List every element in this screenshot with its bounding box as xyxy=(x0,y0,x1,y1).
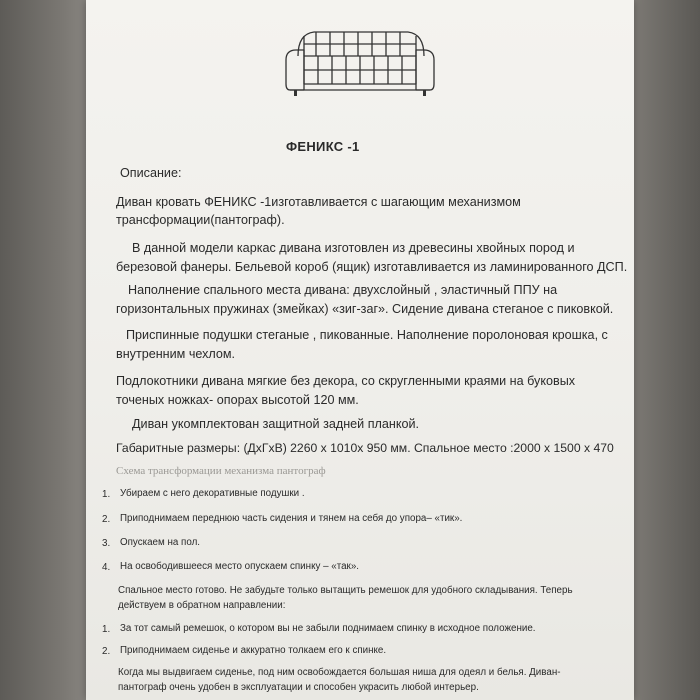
reverse-step-text: За тот самый ремешок, о котором вы не забыли поднимаем спинку в исходное положение. xyxy=(120,623,536,634)
paragraph-1-line-1: Диван кровать ФЕНИКС -1изготавливается с шагающим механизмом xyxy=(116,195,521,209)
paragraph-3-line-1: Наполнение спального места дивана: двухслойный , эластичный ППУ на xyxy=(128,283,558,297)
background-left xyxy=(0,0,90,700)
paragraph-4-line-1: Приспинные подушки стеганые , пикованные. Наполнение поролоновая крошка, с xyxy=(126,328,608,342)
step-text: Убираем с него декоративные подушки . xyxy=(120,488,305,499)
step-number: 1. xyxy=(102,489,111,500)
scheme-heading: Схема трансформации механизма пантограф xyxy=(116,465,326,477)
document-page xyxy=(86,0,634,700)
step-text: Приподнимаем переднюю часть сидения и тянем на себя до упора– «тик». xyxy=(120,513,463,524)
paragraph-1-line-2: трансформации(пантограф). xyxy=(116,213,285,227)
ready-text-line-1: Спальное место готово. Не забудьте только вытащить ремешок для удобного складывания. Теперь xyxy=(118,585,573,596)
paragraph-5-line-1: Подлокотники дивана мягкие без декора, со скругленными краями на буковых xyxy=(116,374,576,388)
paragraph-dimensions: Габаритные размеры: (ДхГхВ) 2260 х 1010х 950 мм. Спальное место :2000 х 1500 х 470 xyxy=(116,441,614,455)
step-number: 2. xyxy=(102,514,111,525)
reverse-step-number: 2. xyxy=(102,646,111,657)
ready-text-line-2: действуем в обратном направлении: xyxy=(118,600,286,611)
paragraph-6: Диван укомплектован защитной задней планкой. xyxy=(132,417,420,431)
paragraph-4-line-2: внутренним чехлом. xyxy=(116,347,236,361)
background-right xyxy=(630,0,700,700)
closing-text-line-2: пантограф очень удобен в эксплуатации и способен украсить любой интерьер. xyxy=(118,682,479,693)
paragraph-5-line-2: точеных ножках- опорах высотой 120 мм. xyxy=(116,393,359,407)
reverse-step-number: 1. xyxy=(102,624,111,635)
step-text: На освободившееся место опускаем спинку – «так». xyxy=(120,561,359,572)
closing-text-line-1: Когда мы выдвигаем сиденье, под ним освобождается большая ниша для одеял и белья. Диван- xyxy=(118,667,561,678)
paragraph-2-line-1: В данной модели каркас дивана изготовлен из древесины хвойных пород и xyxy=(132,241,575,255)
step-text: Опускаем на пол. xyxy=(120,537,201,548)
step-number: 4. xyxy=(102,562,111,573)
paragraph-3-line-2: горизонтальных пружинах (змейках) «зиг-заг». Сидение дивана стеганое с пиковкой. xyxy=(116,302,614,316)
product-title: ФЕНИКС -1 xyxy=(286,139,360,154)
description-label: Описание: xyxy=(120,166,182,180)
paragraph-2-line-2: березовой фанеры. Бельевой короб (ящик) изготавливается из ламинированного ДСП. xyxy=(116,260,628,274)
step-number: 3. xyxy=(102,538,111,549)
reverse-step-text: Приподнимаем сиденье и аккуратно толкаем его к спинке. xyxy=(120,645,387,656)
sofa-line-drawing-icon xyxy=(282,26,438,98)
